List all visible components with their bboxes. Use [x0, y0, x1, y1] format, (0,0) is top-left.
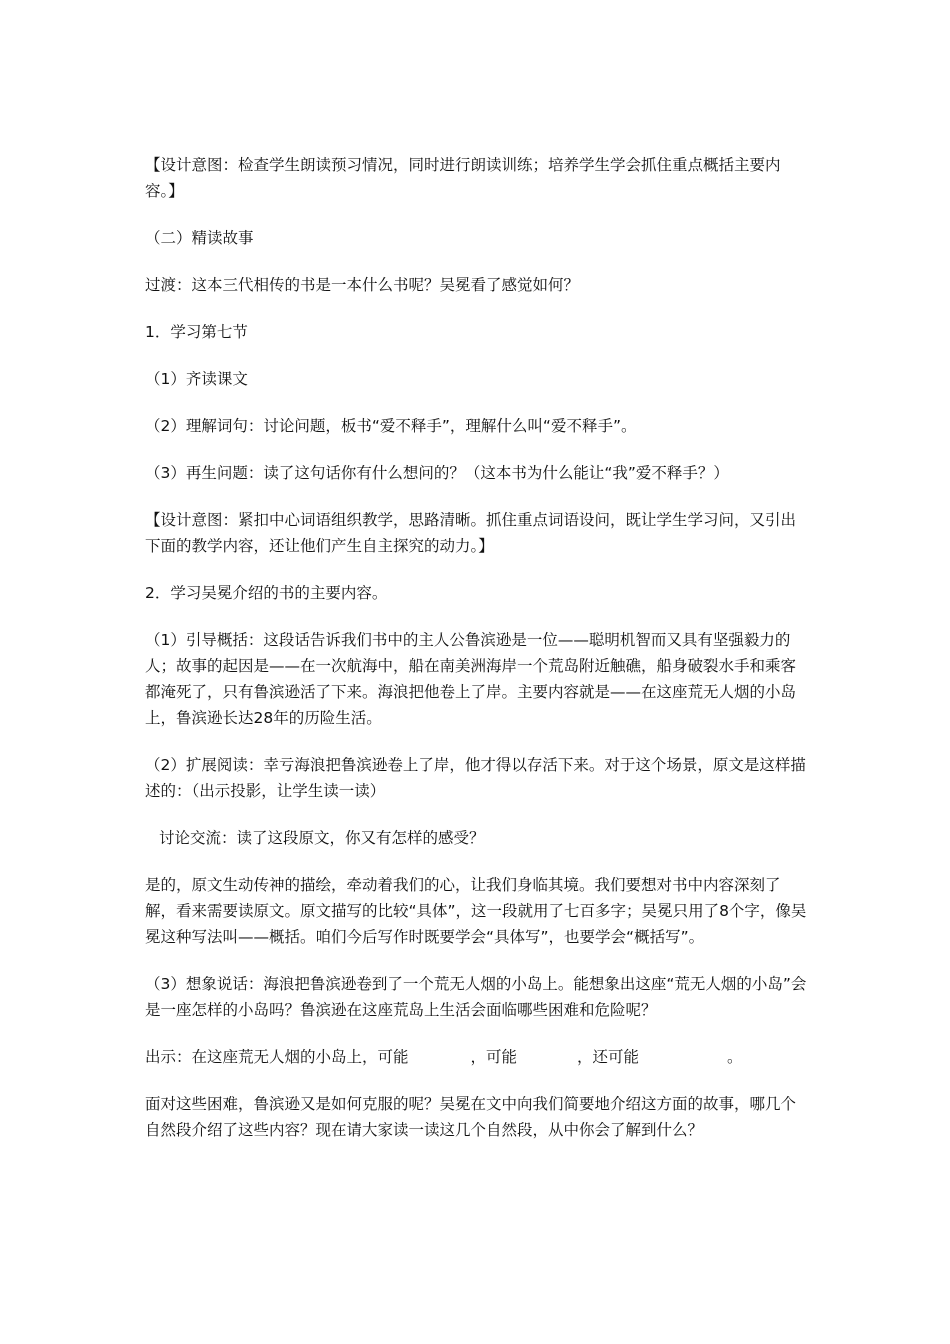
step-2-item-3: （3）想象说话：海浪把鲁滨逊卷到了一个荒无人烟的小岛上。能想象出这座“荒无人烟的小岛”会是一座怎样的小岛吗？鲁滨逊在这座荒岛上生活会面临哪些困难和危险呢？ — [145, 975, 807, 1019]
step-1-item-2: （2）理解词句：讨论问题，板书“爱不释手”，理解什么叫“爱不释手”。 — [145, 417, 637, 435]
fill-in-part-1: 出示：在这座荒无人烟的小岛上，可能 — [145, 1048, 409, 1066]
step-1-heading: 1．学习第七节 — [145, 323, 248, 341]
fill-in-blank-3 — [639, 1061, 727, 1062]
document-page — [145, 152, 810, 1164]
step-2-item-2: （2）扩展阅读：幸亏海浪把鲁滨逊卷上了岸，他才得以存活下来。对于这个场景，原文是这样描述的：（出示投影，让学生读一读） — [145, 756, 806, 800]
step-1-item-1: （1）齐读课文 — [145, 370, 248, 388]
summary-paragraph: 是的，原文生动传神的描绘，牵动着我们的心，让我们身临其境。我们要想对书中内容深刻了解，看来需要读原文。原文描写的比较“具体”，这一段就用了七百多字；吴冕只用了8个字，像吴冕这种写法叫——概括。咱们今后写作时既要学会“具体写”，也要学会“概括写”。 — [145, 876, 807, 946]
step-1-item-3: （3）再生问题：读了这句话你有什么想问的？（这本书为什么能让“我”爱不释手？） — [145, 464, 729, 482]
fill-in-blank-2 — [517, 1061, 577, 1062]
design-intent-paragraph-1: 【设计意图：检查学生朗读预习情况，同时进行朗读训练；培养学生学会抓住重点概括主要内容。】 — [145, 156, 781, 200]
fill-in-sentence — [145, 1044, 810, 1070]
step-2-item-1: （1）引导概括：这段话告诉我们书中的主人公鲁滨逊是一位——聪明机智而又具有坚强毅力的人；故事的起因是——在一次航海中，船在南美洲海岸一个荒岛附近触礁，船身破裂水手和乘客都淹死了，只有鲁滨逊活了下来。海浪把他卷上了岸。主要内容就是——在这座荒无人烟的小岛上，鲁滨逊长达28年的历险生活。 — [145, 631, 797, 727]
discussion-paragraph: 讨论交流：读了这段原文，你又有怎样的感受？ — [159, 829, 485, 847]
section-heading-close-reading: （二）精读故事 — [145, 229, 254, 247]
fill-in-blank-1 — [409, 1061, 471, 1062]
closing-paragraph: 面对这些困难，鲁滨逊又是如何克服的呢？吴冕在文中向我们简要地介绍这方面的故事，哪几个自然段介绍了这些内容？现在请大家读一读这几个自然段，从中你会了解到什么？ — [145, 1095, 797, 1139]
design-intent-paragraph-2: 【设计意图：紧扣中心词语组织教学，思路清晰。抓住重点词语设问，既让学生学习问，又引出下面的教学内容，还让他们产生自主探究的动力。】 — [145, 511, 797, 555]
fill-in-part-4: 。 — [727, 1048, 743, 1066]
fill-in-part-3: ，还可能 — [577, 1048, 640, 1066]
transition-paragraph: 过渡：这本三代相传的书是一本什么书呢？吴冕看了感觉如何？ — [145, 276, 580, 294]
fill-in-part-2: ，可能 — [470, 1048, 518, 1066]
step-2-heading: 2．学习吴冕介绍的书的主要内容。 — [145, 584, 388, 602]
